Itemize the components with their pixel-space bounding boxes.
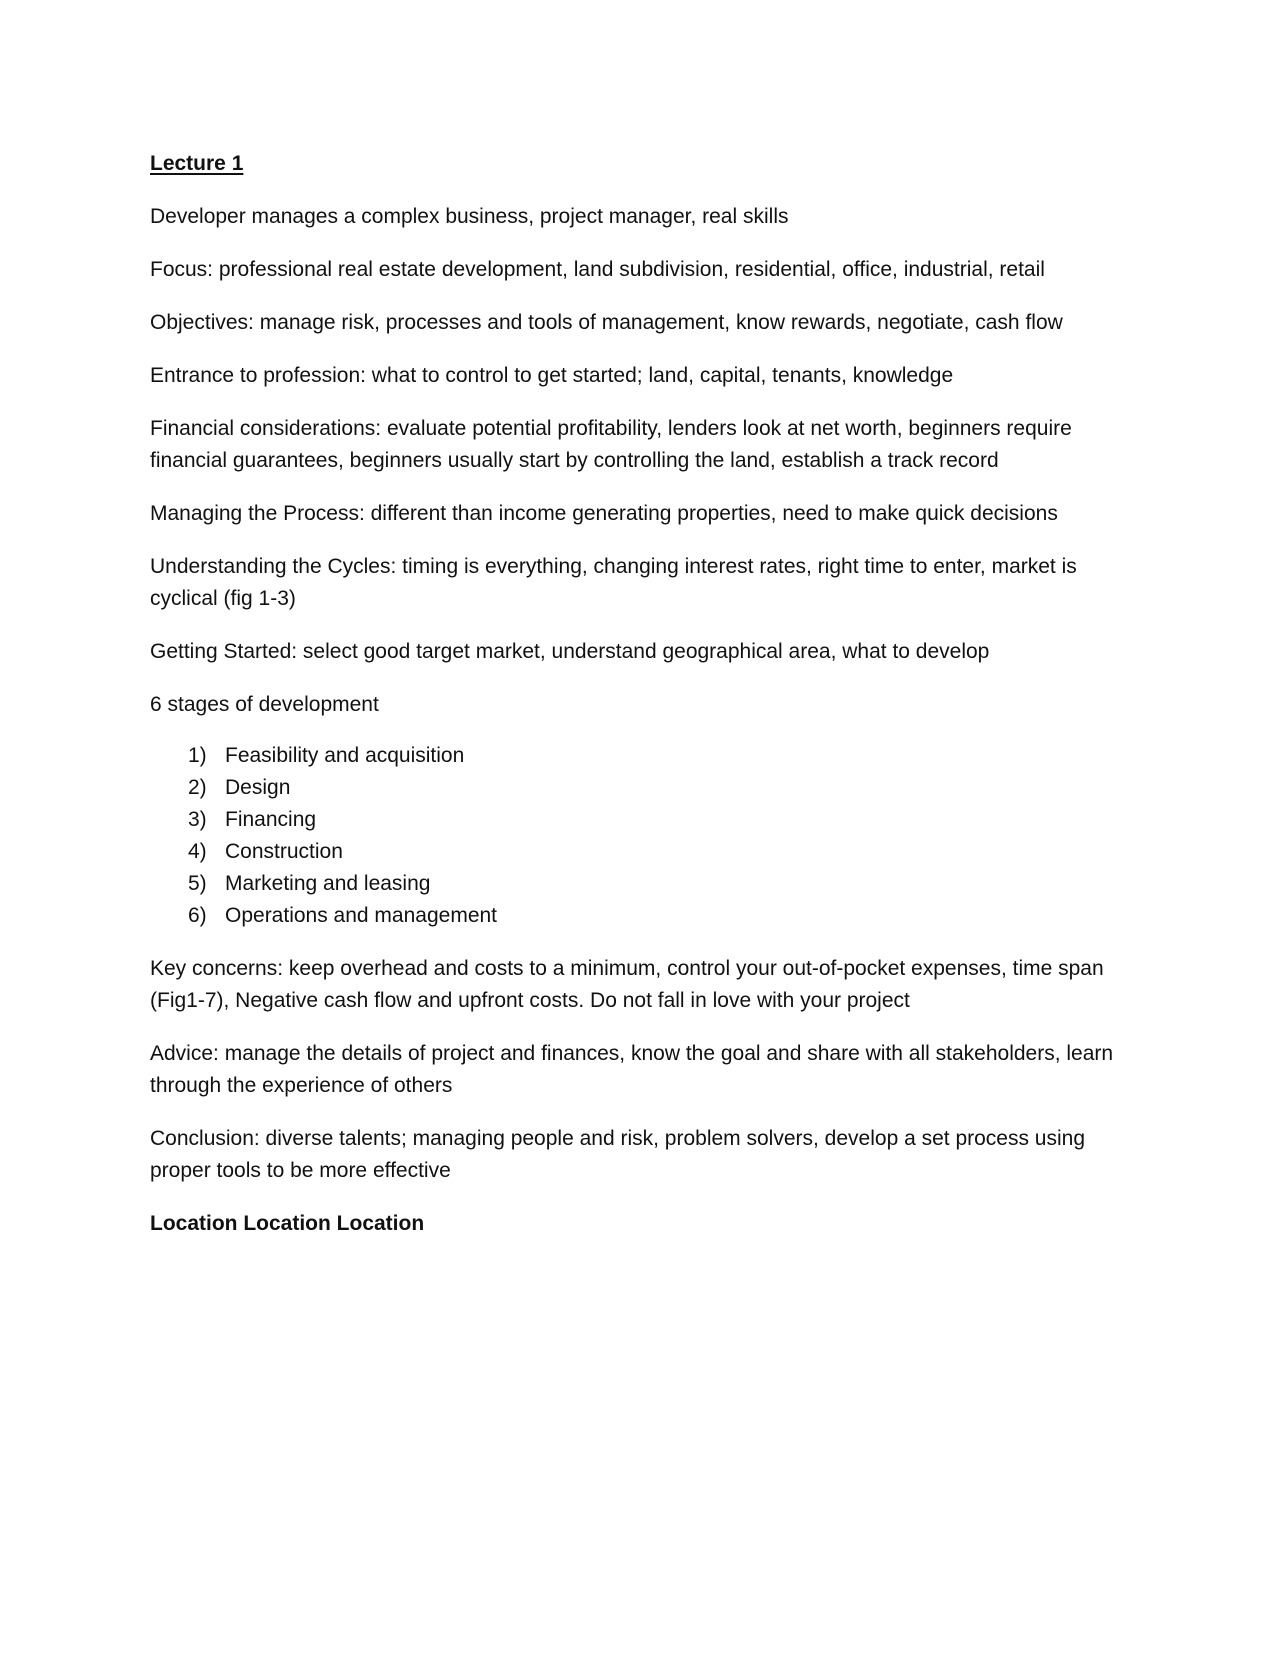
list-item-number: 4) [188, 840, 207, 863]
paragraph-advice: Advice: manage the details of project and finances, know the goal and share with all stakeholders, learn through the experience of others [150, 1042, 1114, 1097]
paragraph-developer: Developer manages a complex business, project manager, real skills [150, 205, 789, 228]
paragraph-objectives: Objectives: manage risk, processes and tools of management, know rewards, negotiate, cash flow [150, 311, 1063, 334]
list-item-label: Design [225, 776, 291, 799]
list-item [188, 900, 1140, 932]
list-item-label: Feasibility and acquisition [225, 744, 465, 767]
stages-list [150, 740, 1140, 932]
paragraph-getting-started: Getting Started: select good target market, understand geographical area, what to develop [150, 640, 990, 663]
list-item-label: Marketing and leasing [225, 872, 431, 895]
list-item-number: 5) [188, 872, 207, 895]
paragraph-conclusion: Conclusion: diverse talents; managing people and risk, problem solvers, develop a set process using proper tools to be more effective [150, 1127, 1086, 1182]
list-item-label: Construction [225, 840, 343, 863]
document-body [150, 148, 1140, 1261]
list-item-number: 6) [188, 904, 207, 927]
list-item [188, 836, 1140, 868]
list-item-number: 1) [188, 744, 207, 767]
list-item-label: Financing [225, 808, 317, 831]
list-item-number: 3) [188, 808, 207, 831]
paragraph-stages-intro: 6 stages of development [150, 693, 379, 716]
list-item [188, 772, 1140, 804]
paragraph-entrance: Entrance to profession: what to control to get started; land, capital, tenants, knowledge [150, 364, 954, 387]
paragraph-key-concerns: Key concerns: keep overhead and costs to a minimum, control your out-of-pocket expenses, time span (Fig1-7), Negative cash flow and upfront costs. Do not fall in love with your project [150, 957, 1104, 1012]
paragraph-managing-process: Managing the Process: different than income generating properties, need to make quick decisions [150, 502, 1058, 525]
paragraph-cycles: Understanding the Cycles: timing is everything, changing interest rates, right time to enter, market is cyclical (fig 1-3) [150, 555, 1077, 610]
list-item-label: Operations and management [225, 904, 498, 927]
lecture-title: Lecture 1 [150, 152, 244, 175]
list-item [188, 804, 1140, 836]
list-item-number: 2) [188, 776, 207, 799]
closing-heading: Location Location Location [150, 1212, 425, 1235]
paragraph-financial: Financial considerations: evaluate potential profitability, lenders look at net worth, beginners require financial guarantees, beginners usually start by controlling the land, establish a track record [150, 417, 1072, 472]
list-item [188, 740, 1140, 772]
paragraph-focus: Focus: professional real estate development, land subdivision, residential, office, industrial, retail [150, 258, 1045, 281]
list-item [188, 868, 1140, 900]
